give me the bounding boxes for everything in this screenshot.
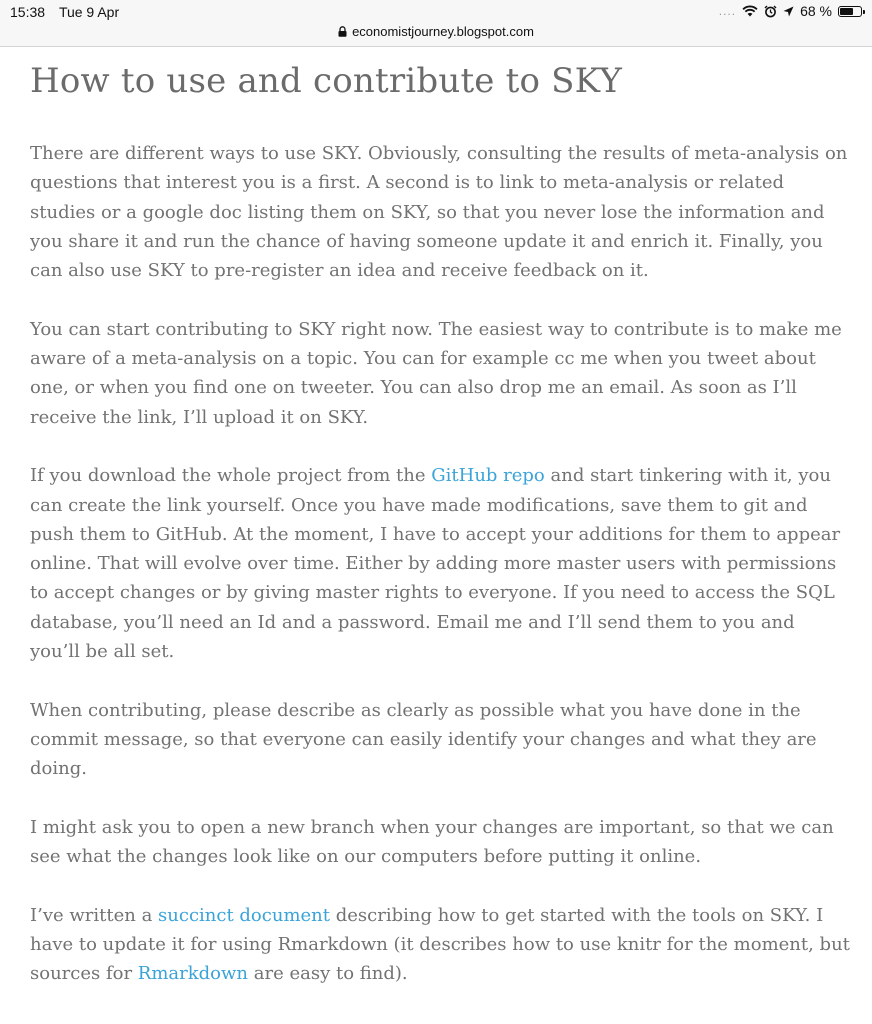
paragraph-text: If you download the whole project from the (30, 465, 432, 487)
battery-level-fill (840, 8, 853, 15)
location-arrow-icon (783, 6, 794, 17)
status-left (10, 4, 119, 20)
rmarkdown-link[interactable]: Rmarkdown (137, 963, 249, 985)
article (30, 58, 850, 989)
paragraph-new-branch: I might ask you to open a new branch when your changes are important, so that we can see what the changes look like on our computers before putting it online. (30, 816, 834, 868)
battery-percent: 68 % (800, 3, 832, 19)
lock-icon (338, 26, 347, 37)
paragraph-github (30, 461, 850, 666)
status-right (719, 3, 862, 19)
alarm-icon (764, 5, 777, 18)
paragraph-commit-message: When contributing, please describe as clearly as possible what you have done in the commit message, so that everyone can easily identify your changes and what they are doing. (30, 699, 817, 780)
url-text: economistjourney.blogspot.com (352, 24, 534, 39)
page-title: How to use and contribute to SKY (30, 61, 623, 101)
battery-icon (838, 6, 862, 17)
paragraph-text: describing how to get started with the tools on SKY. I have to update it for using Rmarkdown (it describes how to use knitr for the moment, but sources for (30, 904, 850, 985)
address-bar[interactable] (0, 24, 872, 47)
paragraph-text: I’ve written a (30, 904, 159, 926)
paragraph-text: are easy to find). (248, 963, 408, 985)
wifi-icon (742, 5, 758, 17)
paragraph-succinct-document (30, 901, 850, 989)
status-time: 15:38 (10, 4, 46, 20)
paragraph-text: and start tinkering with it, you can create the link yourself. Once you have made modifications, save them to git and push them to GitHub. At the moment, I have to accept your additions for them to appear online. That will evolve over time. Either by adding more master users with permissions to accept changes or by giving master rights to everyone. If you need to access the SQL database, you’ll need an Id and a password. Email me and I’ll send them to you and you’ll be all set. (30, 465, 841, 663)
github-repo-link[interactable]: GitHub repo (431, 465, 545, 487)
cellular-signal-icon: .... (718, 4, 737, 18)
paragraph-ways-to-use: There are different ways to use SKY. Obviously, consulting the results of meta-analysis on questions that interest you is a first. A second is to link to meta-analysis or related studies or a google doc listing them on SKY, so that you never lose the information and you share it and run the chance of having someone update it and enrich it. Finally, you can also use SKY to pre-register an idea and receive feedback on it. (30, 143, 848, 282)
paragraph-start-contributing: You can start contributing to SKY right now. The easiest way to contribute is to make me aware of a meta-analysis on a topic. You can for example cc me when you tweet about one, or when you find one on tweeter. You can also drop me an email. As soon as I’ll receive the link, I’ll upload it on SKY. (30, 318, 842, 428)
status-bar (0, 0, 872, 24)
succinct-document-link[interactable]: succinct document (158, 904, 330, 926)
status-date: Tue 9 Apr (58, 4, 120, 20)
url-display[interactable] (338, 24, 534, 39)
